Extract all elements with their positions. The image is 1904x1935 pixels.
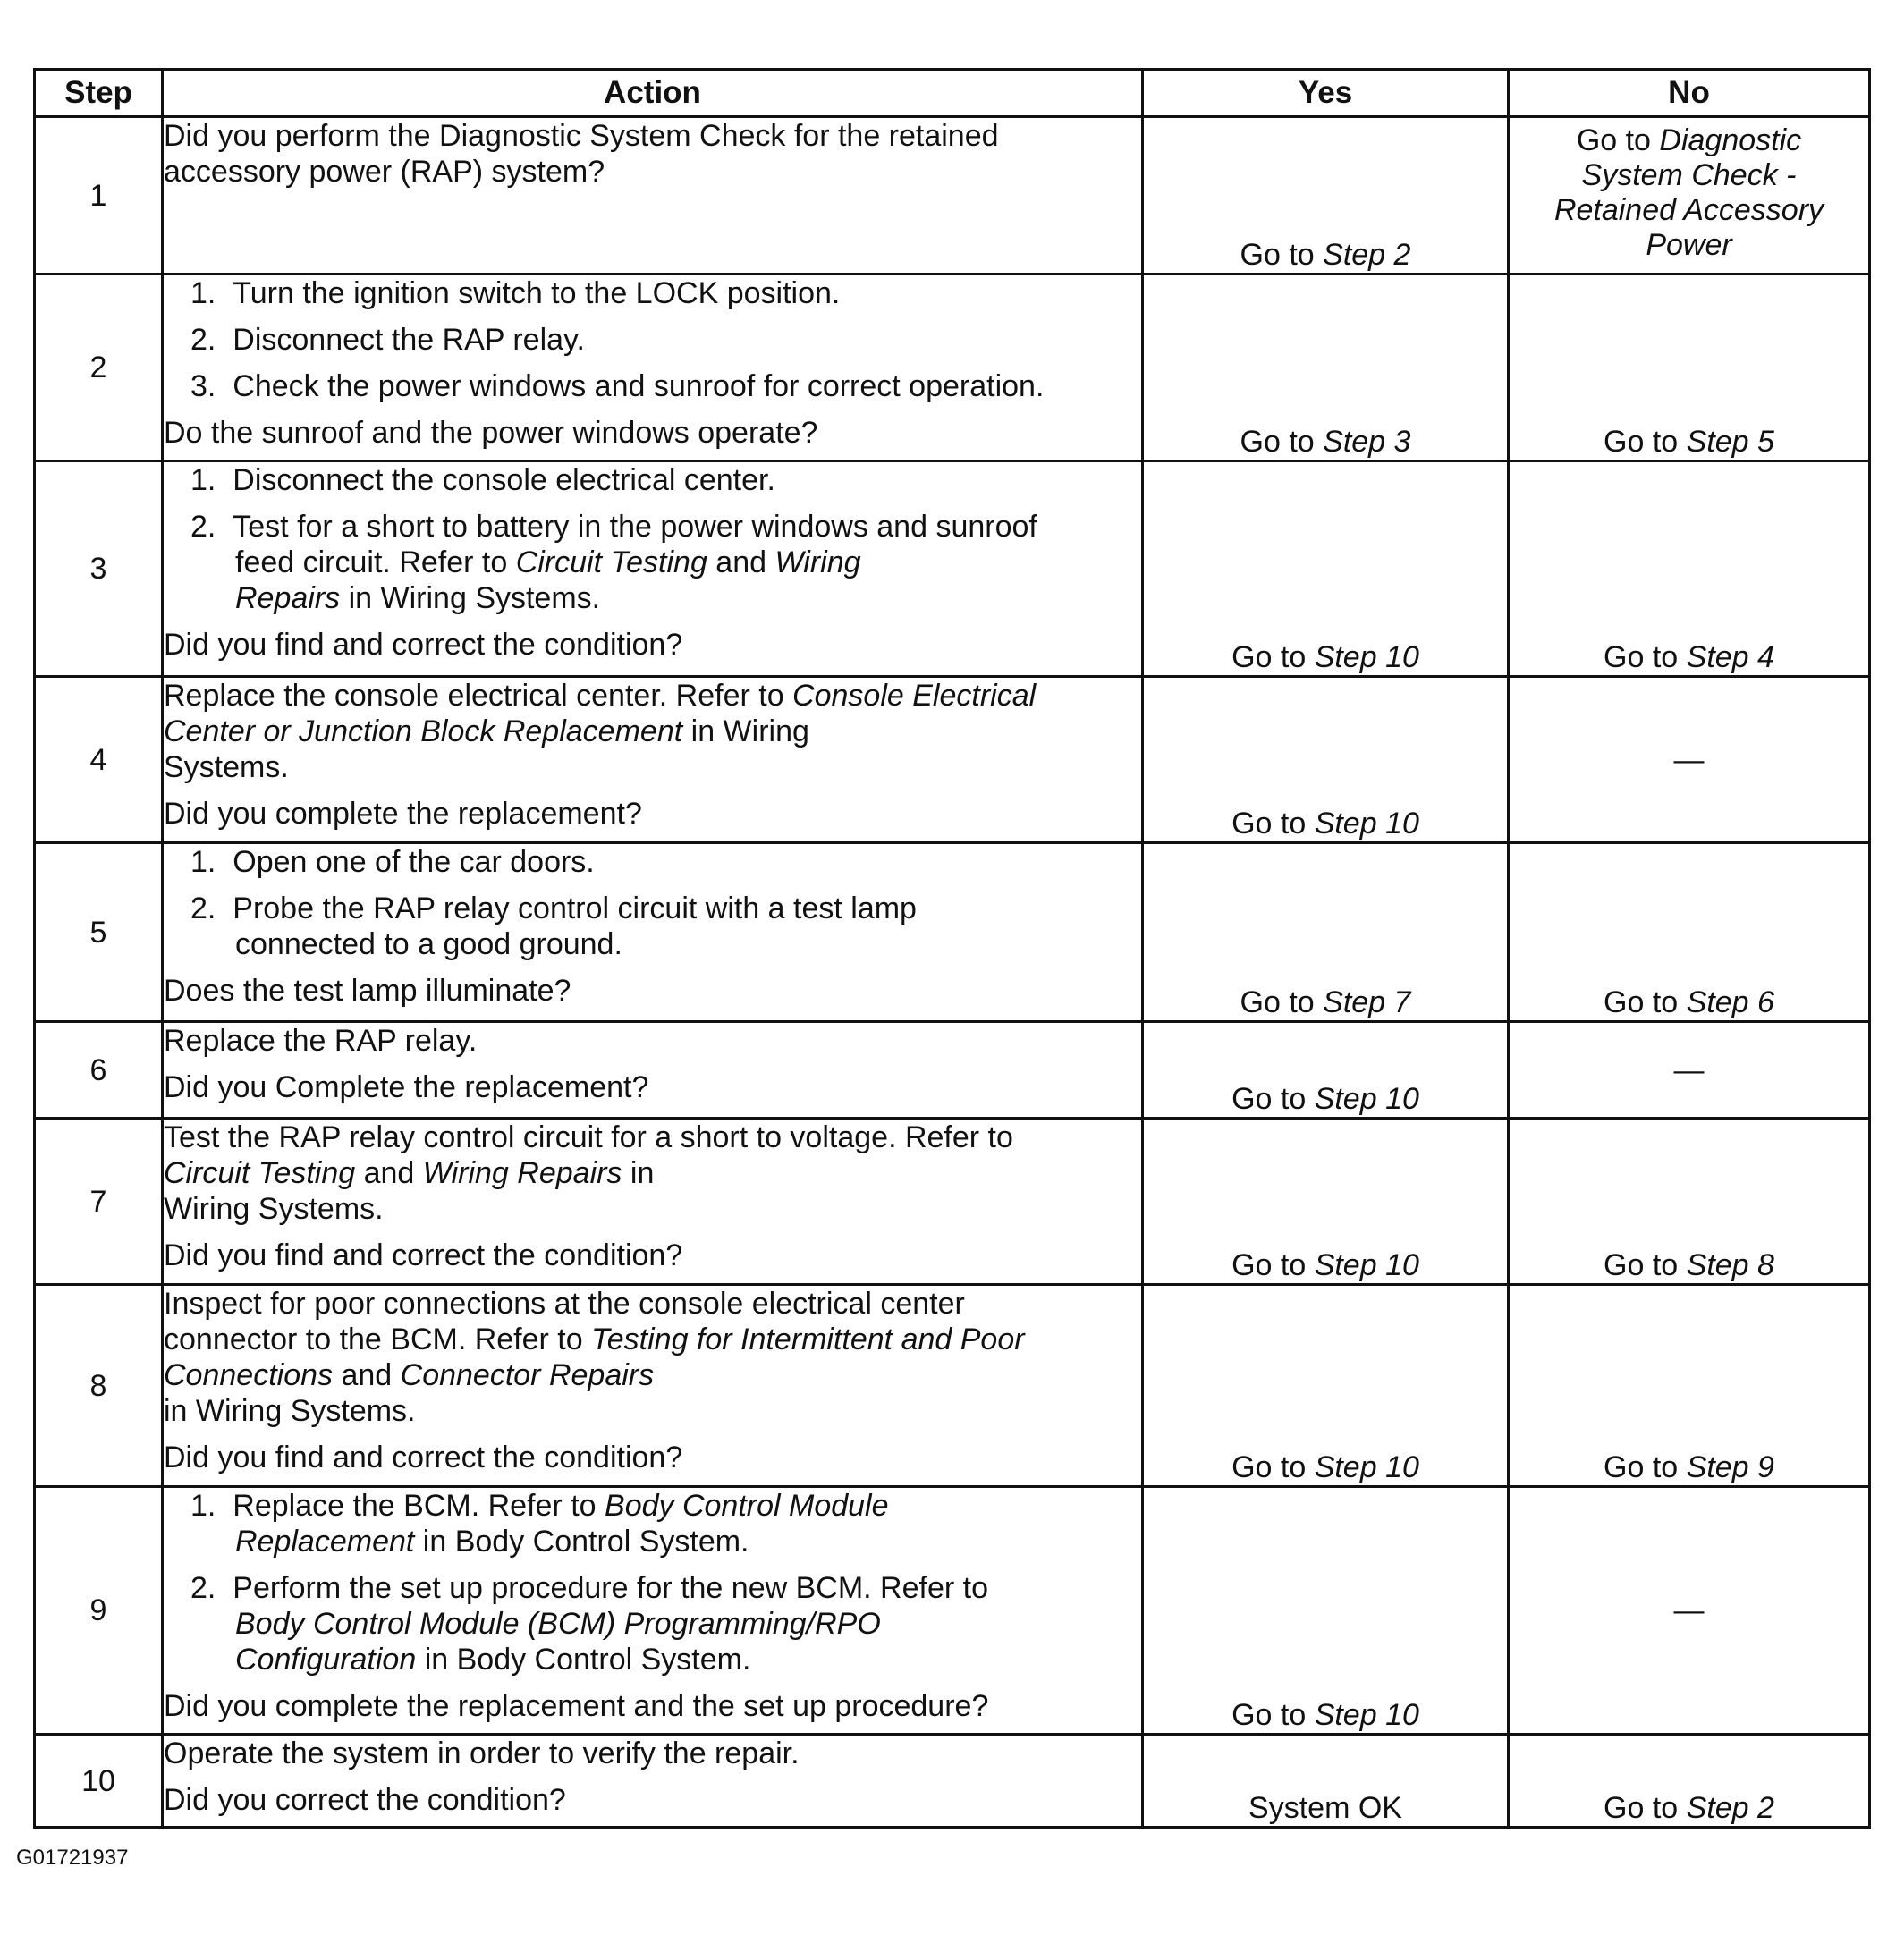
step-reference-link[interactable]: Step 7 — [1323, 985, 1411, 1019]
step-reference-link[interactable]: Step 2 — [1686, 1791, 1774, 1825]
numbered-item: 3. Check the power windows and sunroof for correct operation. — [190, 369, 1045, 403]
action-question: Did you correct the condition? — [164, 1783, 566, 1817]
action-question: Did you find and correct the condition? — [164, 1238, 683, 1272]
table-row — [35, 1119, 1870, 1285]
yes-cell: Go to Step 10 — [1143, 677, 1509, 843]
no-cell: Go to Step 4 — [1509, 461, 1870, 677]
table-row — [35, 1285, 1870, 1487]
step-reference-link[interactable]: Step 9 — [1686, 1450, 1774, 1484]
action-cell — [163, 1487, 1143, 1735]
step-reference-link[interactable]: Step 10 — [1314, 1698, 1419, 1732]
action-cell — [163, 275, 1143, 461]
action-text: Inspect for poor connections at the console electrical center connector to the BCM. Refer to Testing for Intermittent and Poor Connections and Connector Repairs in Wiring Systems. — [164, 1287, 1025, 1428]
reference-link[interactable]: Testing for Intermittent and Poor Connections — [164, 1322, 1025, 1392]
reference-link[interactable]: Wiring Repairs — [422, 1156, 622, 1190]
action-text: Test the RAP relay control circuit for a short to voltage. Refer to Circuit Testing and Wiring Repairs in Wiring Systems. — [164, 1120, 1013, 1226]
action-cell — [163, 1022, 1143, 1119]
numbered-item: 1. Replace the BCM. Refer to Body Control Module Replacement in Body Control System. — [190, 1489, 889, 1559]
header-yes: Yes — [1143, 70, 1509, 117]
action-cell — [163, 1285, 1143, 1487]
header-step: Step — [35, 70, 163, 117]
action-question: Did you Complete the replacement? — [164, 1070, 649, 1104]
yes-cell: Go to Step 10 — [1143, 461, 1509, 677]
step-number: 4 — [35, 677, 163, 843]
no-cell: Go to Step 6 — [1509, 843, 1870, 1022]
numbered-item: 2. Disconnect the RAP relay. — [190, 323, 585, 357]
action-cell — [163, 1119, 1143, 1285]
action-text: Did you perform the Diagnostic System Check for the retained accessory power (RAP) system? — [164, 119, 999, 189]
step-reference-link[interactable]: Step 6 — [1686, 985, 1774, 1019]
reference-link[interactable]: Circuit Testing — [515, 545, 707, 579]
table-row — [35, 461, 1870, 677]
yes-cell: Go to Step 10 — [1143, 1487, 1509, 1735]
no-cell: Go to Step 2 — [1509, 1735, 1870, 1828]
action-cell — [163, 843, 1143, 1022]
table-header-row — [35, 70, 1870, 117]
header-action: Action — [163, 70, 1143, 117]
step-number: 1 — [35, 117, 163, 275]
header-no: No — [1509, 70, 1870, 117]
step-number: 3 — [35, 461, 163, 677]
action-question: Does the test lamp illuminate? — [164, 974, 571, 1008]
yes-cell: Go to Step 3 — [1143, 275, 1509, 461]
yes-cell: Go to Step 10 — [1143, 1285, 1509, 1487]
step-reference-link[interactable]: Step 10 — [1314, 1450, 1419, 1484]
reference-link[interactable]: Console Electrical Center or Junction Block Replacement — [164, 679, 1037, 748]
action-cell — [163, 117, 1143, 275]
no-cell: Go to Step 9 — [1509, 1285, 1870, 1487]
step-number: 6 — [35, 1022, 163, 1119]
step-number: 5 — [35, 843, 163, 1022]
no-cell: Go to Diagnostic System Check - Retained Accessory Power — [1509, 117, 1870, 275]
table-row — [35, 1487, 1870, 1735]
no-cell: Go to Step 8 — [1509, 1119, 1870, 1285]
table-row — [35, 1022, 1870, 1119]
table-row — [35, 275, 1870, 461]
step-reference-link[interactable]: Step 8 — [1686, 1248, 1774, 1282]
table-row — [35, 1735, 1870, 1828]
action-cell — [163, 677, 1143, 843]
yes-cell: Go to Step 10 — [1143, 1119, 1509, 1285]
action-text: Replace the RAP relay. — [164, 1024, 478, 1058]
reference-link[interactable]: Circuit Testing — [164, 1156, 356, 1190]
no-cell: Go to Step 5 — [1509, 275, 1870, 461]
step-number: 8 — [35, 1285, 163, 1487]
action-question: Did you complete the replacement? — [164, 797, 642, 831]
yes-cell: Go to Step 10 — [1143, 1022, 1509, 1119]
step-reference-link[interactable]: Step 10 — [1314, 807, 1419, 841]
figure-id: G01721937 — [16, 1846, 129, 1870]
table-row — [35, 843, 1870, 1022]
step-reference-link[interactable]: Step 5 — [1686, 425, 1774, 459]
step-number: 10 — [35, 1735, 163, 1828]
action-question: Did you find and correct the condition? — [164, 1441, 683, 1474]
table-row — [35, 117, 1870, 275]
action-question: Do the sunroof and the power windows operate? — [164, 416, 818, 450]
diagnostic-check-reference-link[interactable]: Diagnostic System Check - Retained Accessory Power — [1553, 123, 1824, 262]
yes-cell: Go to Step 2 — [1143, 117, 1509, 275]
diagnostic-table — [33, 68, 1871, 1829]
no-cell-dash: — — [1509, 1022, 1870, 1119]
action-text: Operate the system in order to verify the repair. — [164, 1736, 800, 1770]
numbered-item: 2. Perform the set up procedure for the new BCM. Refer to Body Control Module (BCM) Programming/RPO Configuration in Body Control System. — [190, 1571, 988, 1677]
no-cell-dash: — — [1509, 677, 1870, 843]
numbered-item: 1. Open one of the car doors. — [190, 845, 595, 879]
yes-cell: Go to Step 7 — [1143, 843, 1509, 1022]
action-cell — [163, 461, 1143, 677]
table-row — [35, 677, 1870, 843]
no-cell-dash: — — [1509, 1487, 1870, 1735]
reference-link[interactable]: Body Control Module Replacement — [235, 1489, 889, 1559]
reference-link[interactable]: Connector Repairs — [400, 1358, 655, 1392]
numbered-item: 1. Disconnect the console electrical center. — [190, 463, 775, 497]
step-reference-link[interactable]: Step 10 — [1314, 640, 1419, 674]
reference-link[interactable]: Body Control Module (BCM) Programming/RPO Configuration — [235, 1607, 881, 1677]
numbered-item: 2. Probe the RAP relay control circuit with a test lamp connected to a good ground. — [190, 891, 917, 961]
step-number: 9 — [35, 1487, 163, 1735]
reference-link[interactable]: Wiring Repairs — [235, 545, 861, 615]
step-reference-link[interactable]: Step 4 — [1686, 640, 1774, 674]
action-question: Did you complete the replacement and the set up procedure? — [164, 1689, 989, 1723]
step-reference-link[interactable]: Step 10 — [1314, 1248, 1419, 1282]
action-cell — [163, 1735, 1143, 1828]
numbered-item: 1. Turn the ignition switch to the LOCK position. — [190, 276, 841, 310]
yes-cell: System OK — [1143, 1735, 1509, 1828]
action-question: Did you find and correct the condition? — [164, 628, 683, 662]
numbered-item: 2. Test for a short to battery in the power windows and sunroof feed circuit. Refer to Circuit Testing and Wiring Repairs in Wiring Systems. — [190, 510, 1037, 615]
step-number: 2 — [35, 275, 163, 461]
step-reference-link[interactable]: Step 10 — [1314, 1082, 1419, 1116]
action-text: Replace the console electrical center. Refer to Console Electrical Center or Junction Block Replacement in Wiring Systems. — [164, 679, 1037, 784]
step-reference-link[interactable]: Step 3 — [1323, 425, 1411, 459]
step-reference-link[interactable]: Step 2 — [1323, 238, 1411, 272]
step-number: 7 — [35, 1119, 163, 1285]
